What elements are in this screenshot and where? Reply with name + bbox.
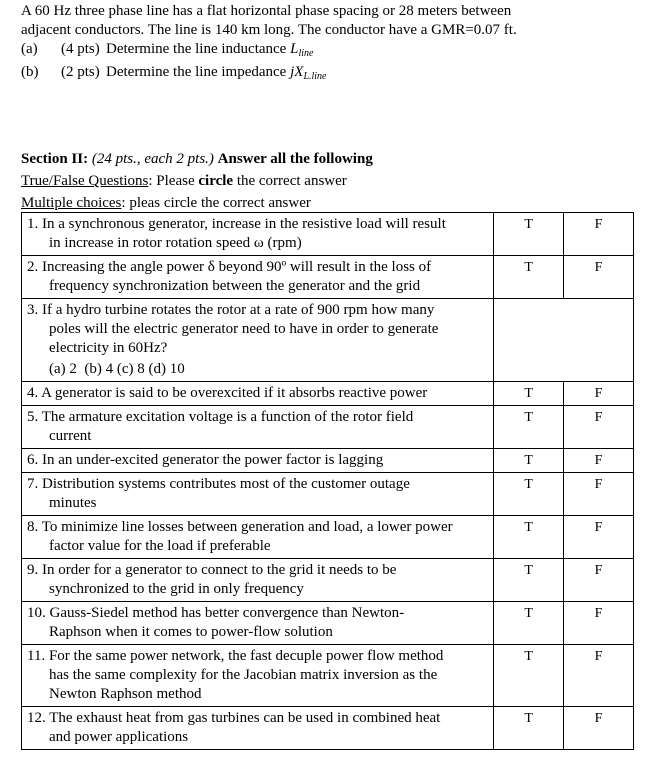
part-b-points: (2 pts) xyxy=(61,64,100,80)
false-option-11[interactable]: F xyxy=(564,645,634,707)
true-option-10[interactable]: T xyxy=(494,602,564,645)
question-7: 7. Distribution systems contributes most of the customer outage minutes xyxy=(22,473,494,516)
true-option-12[interactable]: T xyxy=(494,707,564,750)
false-option-1[interactable]: F xyxy=(564,213,634,256)
true-option-7[interactable]: T xyxy=(494,473,564,516)
false-option-12[interactable]: F xyxy=(564,707,634,750)
table-row xyxy=(22,707,634,750)
question-9: 9. In order for a generator to connect to the grid it needs to be synchronized to the grid in only frequency xyxy=(22,559,494,602)
question-11: 11. For the same power network, the fast decuple power flow method has the same complexity for the Jacobian matrix inversion as the Newton Raphson method xyxy=(22,645,494,707)
part-b-symbol: $jX_{L.line}$ xyxy=(290,64,327,82)
false-option-2[interactable]: F xyxy=(564,256,634,299)
true-option-11[interactable]: T xyxy=(494,645,564,707)
part-a-text: Determine the line inductance $L_{line}$ xyxy=(106,41,314,59)
table-row xyxy=(22,213,634,256)
true-option-2[interactable]: T xyxy=(494,256,564,299)
false-option-4[interactable]: F xyxy=(564,382,634,406)
question-3: 3. If a hydro turbine rotates the rotor at a rate of 900 rpm how many poles will the electric generator need to have in order to generate electricity in 60Hz? (a) 2 (b) 4 (c) 8 (d) 10 xyxy=(22,299,494,382)
table-row xyxy=(22,449,634,473)
section-title: Section II: (24 pts., each 2 pts.) Answer all the following xyxy=(21,151,373,167)
false-option-8[interactable]: F xyxy=(564,516,634,559)
false-option-9[interactable]: F xyxy=(564,559,634,602)
question-3-blank xyxy=(494,299,634,382)
part-b-text: Determine the line impedance $jX_{L.line}$ xyxy=(106,64,327,82)
table-row xyxy=(22,382,634,406)
tf-instructions: True/False Questions: Please circle the correct answer xyxy=(21,173,347,189)
true-option-8[interactable]: T xyxy=(494,516,564,559)
table-row xyxy=(22,256,634,299)
question-2: 2. Increasing the angle power δ beyond 90º will result in the loss of frequency synchronization between the generator and the grid xyxy=(22,256,494,299)
true-option-4[interactable]: T xyxy=(494,382,564,406)
part-b-label: (b) xyxy=(21,64,39,80)
question-4: 4. A generator is said to be overexcited if it absorbs reactive power xyxy=(22,382,494,406)
table-row xyxy=(22,602,634,645)
question-8: 8. To minimize line losses between generation and load, a lower power factor value for the load if preferable xyxy=(22,516,494,559)
question-1: 1. In a synchronous generator, increase in the resistive load will result in increase in rotor rotation speed ω (rpm) xyxy=(22,213,494,256)
true-option-6[interactable]: T xyxy=(494,449,564,473)
table-row xyxy=(22,406,634,449)
table-row xyxy=(22,645,634,707)
question-6: 6. In an under-excited generator the power factor is lagging xyxy=(22,449,494,473)
section-header xyxy=(21,148,373,214)
false-option-6[interactable]: F xyxy=(564,449,634,473)
table-row xyxy=(22,299,634,382)
part-a xyxy=(21,40,651,63)
question-3-options[interactable]: (a) 2 (b) 4 (c) 8 (d) 10 xyxy=(49,361,185,377)
intro-line-2: adjacent conductors. The line is 140 km long. The conductor have a GMR=0.07 ft. xyxy=(21,22,517,38)
table-row xyxy=(22,559,634,602)
false-option-7[interactable]: F xyxy=(564,473,634,516)
false-option-10[interactable]: F xyxy=(564,602,634,645)
question-5: 5. The armature excitation voltage is a function of the rotor field current xyxy=(22,406,494,449)
part-a-label: (a) xyxy=(21,41,38,57)
mc-instructions: Multiple choices: pleas circle the correct answer xyxy=(21,195,311,211)
table-row xyxy=(22,473,634,516)
true-option-9[interactable]: T xyxy=(494,559,564,602)
part-b xyxy=(21,63,651,86)
problem-intro xyxy=(21,2,651,86)
table-row xyxy=(22,516,634,559)
part-a-points: (4 pts) xyxy=(61,41,100,57)
question-10: 10. Gauss-Siedel method has better convergence than Newton- Raphson when it comes to power-flow solution xyxy=(22,602,494,645)
part-a-symbol: $L_{line}$ xyxy=(290,41,314,59)
question-12: 12. The exhaust heat from gas turbines can be used in combined heat and power applications xyxy=(22,707,494,750)
intro-line-1: A 60 Hz three phase line has a flat horizontal phase spacing or 28 meters between xyxy=(21,3,512,19)
questions-table xyxy=(21,212,634,750)
true-option-1[interactable]: T xyxy=(494,213,564,256)
true-option-5[interactable]: T xyxy=(494,406,564,449)
false-option-5[interactable]: F xyxy=(564,406,634,449)
